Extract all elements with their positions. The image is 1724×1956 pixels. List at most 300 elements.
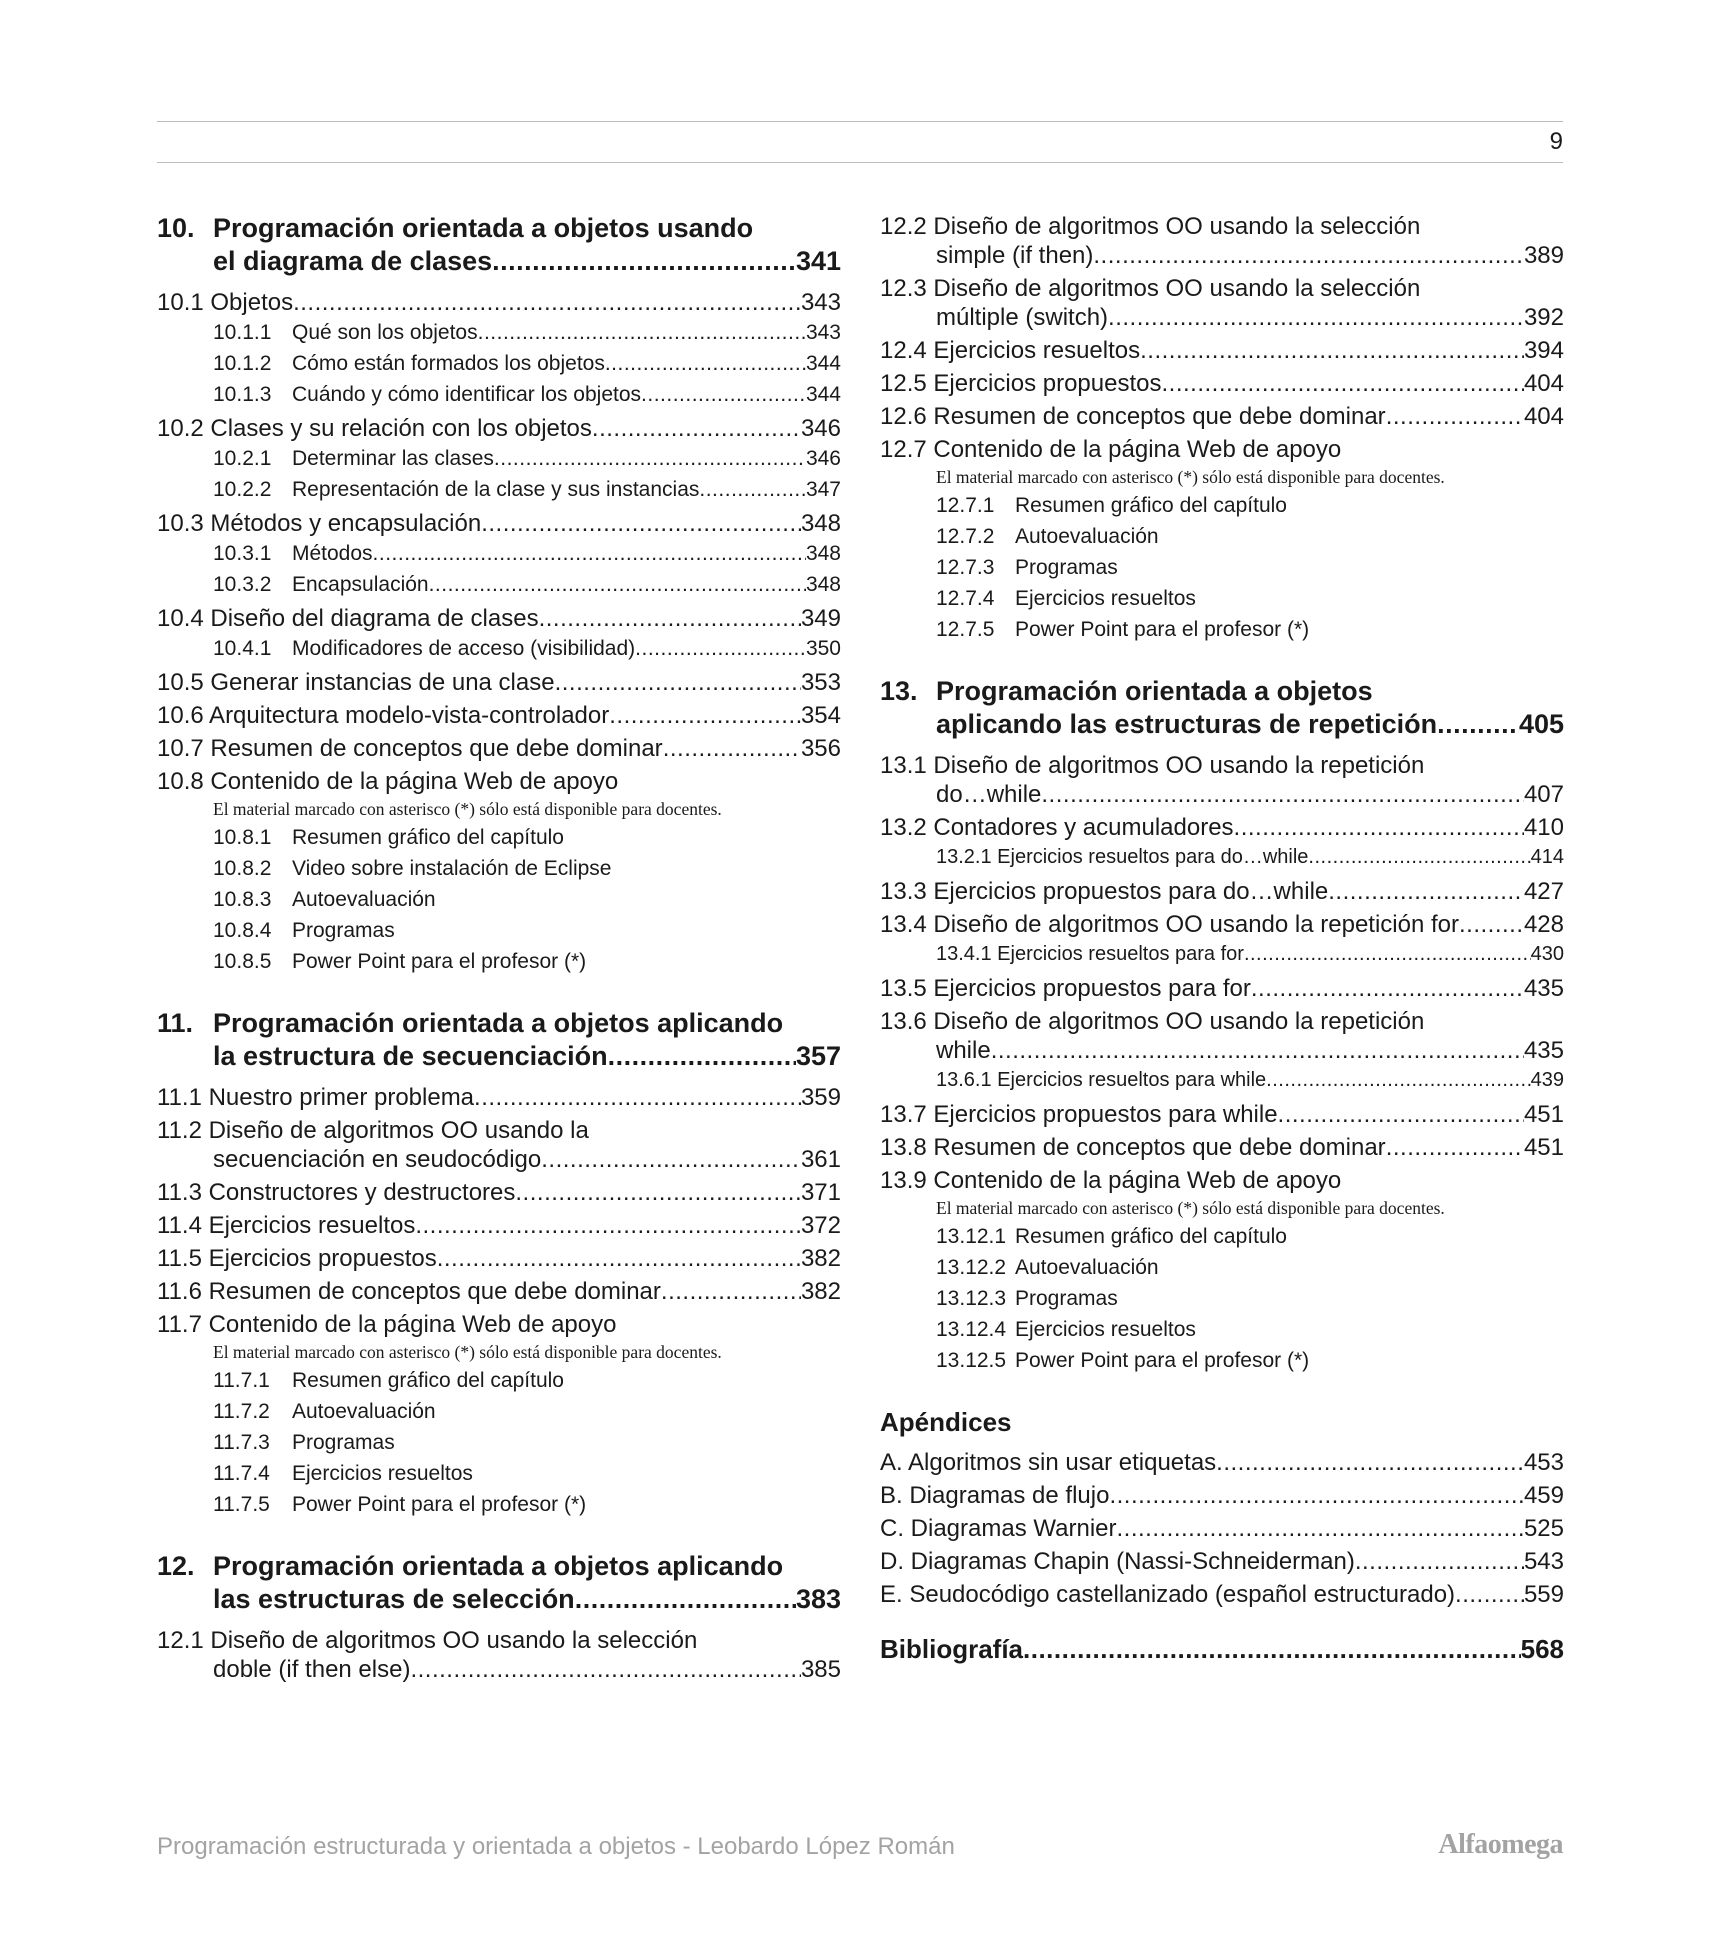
page-ref: 371 xyxy=(800,1179,841,1206)
toc-line xyxy=(157,701,841,730)
page-ref: 343 xyxy=(800,289,841,316)
toc-section[interactable] xyxy=(157,734,841,763)
appendix-item[interactable] xyxy=(880,1547,1564,1576)
page-ref: 341 xyxy=(795,246,841,276)
toc-subsection[interactable] xyxy=(213,569,841,600)
toc-line xyxy=(880,751,1564,780)
toc-line xyxy=(157,1244,841,1273)
dot-leader xyxy=(541,1145,801,1174)
toc-section[interactable] xyxy=(880,877,1564,906)
section-title: secuenciación en seudocódigo xyxy=(213,1146,542,1173)
web-resource-item[interactable] xyxy=(213,1396,841,1427)
subsection-label xyxy=(213,443,494,474)
spacer xyxy=(157,278,841,284)
dot-leader xyxy=(1266,1065,1530,1096)
spacer xyxy=(880,1438,1564,1444)
resource-number: 12.7.2 xyxy=(936,525,995,548)
toc-subsection[interactable] xyxy=(213,317,841,348)
chapter-heading-line xyxy=(880,675,1564,708)
page-ref: 344 xyxy=(805,383,841,406)
dot-leader xyxy=(1244,939,1531,970)
toc-subsection[interactable] xyxy=(936,842,1564,873)
page-ref: 430 xyxy=(1530,943,1564,965)
chapter-title: el diagrama de clases xyxy=(213,246,493,276)
toc-section[interactable] xyxy=(880,910,1564,939)
resource-number: 11.7.2 xyxy=(213,1400,270,1423)
web-resource-item[interactable] xyxy=(213,853,841,884)
page-ref: 451 xyxy=(1523,1101,1564,1128)
page-ref: 404 xyxy=(1523,403,1564,430)
chapter-heading-line xyxy=(213,245,841,278)
toc-line xyxy=(157,414,841,443)
chapter-heading[interactable] xyxy=(157,212,841,278)
section-title: while xyxy=(936,1037,991,1064)
page-ref: 385 xyxy=(800,1656,841,1683)
chapter-heading-line xyxy=(157,212,841,245)
resource-number: 10.8.5 xyxy=(213,950,272,973)
subsection-number: 10.1.2 xyxy=(213,352,272,375)
spacer xyxy=(157,1520,841,1550)
toc-section[interactable] xyxy=(880,1007,1564,1065)
resource-title: Video sobre instalación de Eclipse xyxy=(292,857,612,880)
resource-title: Ejercicios resueltos xyxy=(1015,1318,1196,1341)
subsection-number: 10.1.3 xyxy=(213,383,272,406)
section-title: 11.5 Ejercicios propuestos xyxy=(157,1245,437,1272)
dot-leader xyxy=(1308,842,1530,873)
page-ref: 372 xyxy=(800,1212,841,1239)
resource-title: Resumen gráfico del capítulo xyxy=(292,826,564,849)
dot-leader xyxy=(608,1040,796,1073)
appendices-heading: Apéndices xyxy=(880,1407,1012,1437)
section-title: 11.7 Contenido de la página Web de apoyo xyxy=(157,1311,617,1338)
appendix-title: C. Diagramas Warnier xyxy=(880,1515,1117,1542)
dot-leader xyxy=(1108,303,1524,332)
chapter-heading[interactable] xyxy=(157,1550,841,1616)
section-title: 11.2 Diseño de algoritmos OO usando la xyxy=(157,1117,589,1144)
toc-section[interactable] xyxy=(880,1133,1564,1162)
toc-section[interactable] xyxy=(157,414,841,443)
page-ref: 353 xyxy=(800,669,841,696)
page-ref: 439 xyxy=(1530,1069,1564,1091)
toc-section[interactable] xyxy=(157,1277,841,1306)
section-title: 11.1 Nuestro primer problema xyxy=(157,1084,475,1111)
subsection-label xyxy=(213,348,605,379)
dot-leader xyxy=(1140,336,1524,365)
toc-right-column xyxy=(880,212,1564,1665)
resource-title: Power Point para el profesor (*) xyxy=(1015,618,1310,641)
page-ref: 382 xyxy=(800,1278,841,1305)
chapter-title: aplicando las estructuras de repetición xyxy=(936,709,1438,739)
section-title: 10.5 Generar instancias de una clase xyxy=(157,669,555,696)
resource-title: Ejercicios resueltos xyxy=(1015,587,1196,610)
resource-title: Autoevaluación xyxy=(1015,525,1159,548)
subsection-label xyxy=(213,569,429,600)
chapter-title: la estructura de secuenciación xyxy=(213,1041,608,1071)
toc-subsection[interactable] xyxy=(213,474,841,505)
dot-leader xyxy=(1386,1133,1524,1162)
dot-leader xyxy=(1041,780,1524,809)
header-rule-bottom xyxy=(157,162,1563,163)
subsection-label xyxy=(213,317,478,348)
web-resource-item[interactable] xyxy=(213,884,841,915)
subsection-title: Representación de la clase y sus instancias xyxy=(292,478,700,501)
web-resource-item[interactable] xyxy=(936,552,1564,583)
dot-leader xyxy=(429,569,806,600)
chapter-title: Programación orientada a objetos usando xyxy=(213,213,754,243)
toc-section[interactable] xyxy=(157,1116,841,1174)
resource-number: 10.8.1 xyxy=(213,826,272,849)
section-title: 10.7 Resumen de conceptos que debe dominar xyxy=(157,735,663,762)
page-ref: 394 xyxy=(1523,337,1564,364)
subsection-title: Cuándo y cómo identificar los objetos xyxy=(292,383,642,406)
toc-left-column xyxy=(157,212,841,1684)
dot-leader xyxy=(1459,910,1524,939)
toc-section[interactable] xyxy=(880,974,1564,1003)
toc-line xyxy=(213,1655,841,1684)
toc-subsection[interactable] xyxy=(213,443,841,474)
resource-title: Resumen gráfico del capítulo xyxy=(1015,494,1287,517)
resource-title: Programas xyxy=(292,1431,395,1454)
web-resource-item[interactable] xyxy=(213,1489,841,1520)
dot-leader xyxy=(641,379,806,410)
toc-line xyxy=(936,303,1564,332)
dot-leader xyxy=(1234,813,1524,842)
web-resource-item[interactable] xyxy=(936,1314,1564,1345)
toc-line xyxy=(880,435,1564,464)
toc-line xyxy=(157,1116,841,1145)
page-ref: 392 xyxy=(1523,304,1564,331)
page-ref: 343 xyxy=(805,321,841,344)
subsection-label xyxy=(213,379,641,410)
toc-line xyxy=(880,1100,1564,1129)
toc-line xyxy=(880,813,1564,842)
resource-number: 12.7.1 xyxy=(936,494,995,517)
appendix-item[interactable] xyxy=(880,1448,1564,1477)
spacer xyxy=(880,1609,1564,1633)
page-ref: 383 xyxy=(795,1584,841,1614)
dot-leader xyxy=(663,734,801,763)
web-resource-item[interactable] xyxy=(936,614,1564,645)
dot-leader xyxy=(515,1178,801,1207)
dot-leader xyxy=(474,1083,801,1112)
page-ref: 451 xyxy=(1523,1134,1564,1161)
toc-section[interactable] xyxy=(157,1083,841,1112)
toc-line xyxy=(880,369,1564,398)
web-resource-item[interactable] xyxy=(213,946,841,977)
chapter-title: Programación orientada a objetos xyxy=(936,676,1373,706)
page-ref: 427 xyxy=(1523,878,1564,905)
page-ref: 348 xyxy=(800,510,841,537)
subsection-number: 10.2.1 xyxy=(213,447,272,470)
appendix-item[interactable] xyxy=(880,1514,1564,1543)
dot-leader xyxy=(1251,974,1524,1003)
toc-section[interactable] xyxy=(880,435,1564,464)
page-ref: 346 xyxy=(800,415,841,442)
toc-line xyxy=(157,288,841,317)
resource-number: 11.7.4 xyxy=(213,1462,270,1485)
page-ref: 382 xyxy=(800,1245,841,1272)
toc-line xyxy=(157,1277,841,1306)
toc-line xyxy=(880,974,1564,1003)
page-ref: 435 xyxy=(1523,975,1564,1002)
toc-line xyxy=(880,274,1564,303)
page-ref: 435 xyxy=(1523,1037,1564,1064)
toc-line xyxy=(936,780,1564,809)
subsection-title: 13.6.1 Ejercicios resueltos para while xyxy=(936,1069,1267,1091)
bibliography-entry[interactable] xyxy=(880,1633,1564,1665)
toc-subsection[interactable] xyxy=(213,538,841,569)
page-ref: 356 xyxy=(800,735,841,762)
resource-number: 13.12.3 xyxy=(936,1287,1007,1310)
subsection-title: Cómo están formados los objetos xyxy=(292,352,605,375)
appendix-item[interactable] xyxy=(880,1481,1564,1510)
toc-line xyxy=(157,1626,841,1655)
toc-section[interactable] xyxy=(157,288,841,317)
dot-leader xyxy=(539,604,801,633)
header-rule-top xyxy=(157,121,1563,122)
page-ref: 389 xyxy=(1523,242,1564,269)
dot-leader xyxy=(555,668,801,697)
dot-leader xyxy=(661,1277,801,1306)
section-title: 12.6 Resumen de conceptos que debe dominar xyxy=(880,403,1386,430)
section-title: do…while xyxy=(936,781,1042,808)
web-resource-item[interactable] xyxy=(936,1283,1564,1314)
toc-section[interactable] xyxy=(880,402,1564,431)
toc-line xyxy=(157,604,841,633)
toc-line xyxy=(157,1178,841,1207)
toc-line xyxy=(880,336,1564,365)
subsection-title: Métodos xyxy=(292,542,373,565)
section-title: 10.8 Contenido de la página Web de apoyo xyxy=(157,768,619,795)
page-ref: 348 xyxy=(805,542,841,565)
resource-number: 13.12.2 xyxy=(936,1256,1007,1279)
appendix-title: D. Diagramas Chapin (Nassi-Schneiderman) xyxy=(880,1548,1355,1575)
resource-title: Ejercicios resueltos xyxy=(292,1462,473,1485)
section-title: 10.6 Arquitectura modelo-vista-controlador xyxy=(157,702,610,729)
dot-leader xyxy=(1355,1547,1524,1576)
toc-line xyxy=(880,1166,1564,1195)
toc-section[interactable] xyxy=(157,668,841,697)
chapter-number: 10. xyxy=(157,213,195,243)
page-ref: 407 xyxy=(1523,781,1564,808)
toc-section[interactable] xyxy=(157,1310,841,1339)
page-ref: 525 xyxy=(1523,1515,1564,1542)
page-ref: 405 xyxy=(1518,709,1564,739)
chapter-number: 13. xyxy=(880,676,918,706)
dot-leader xyxy=(1023,1633,1521,1665)
toc-section[interactable] xyxy=(157,1211,841,1240)
toc-line xyxy=(157,1211,841,1240)
appendix-title: B. Diagramas de flujo xyxy=(880,1482,1110,1509)
section-title: 12.5 Ejercicios propuestos xyxy=(880,370,1162,397)
page-ref: 344 xyxy=(805,352,841,375)
page-ref: 348 xyxy=(805,573,841,596)
dot-leader xyxy=(492,245,796,278)
toc-section[interactable] xyxy=(880,813,1564,842)
subsection-title: 13.2.1 Ejercicios resueltos para do…while xyxy=(936,846,1309,868)
section-title: 10.3 Métodos y encapsulación xyxy=(157,510,482,537)
chapter-heading-line xyxy=(213,1583,841,1616)
page-ref: 349 xyxy=(800,605,841,632)
chapter-title: Programación orientada a objetos aplicando xyxy=(213,1551,784,1581)
subsection-title: 13.4.1 Ejercicios resueltos para for xyxy=(936,943,1244,965)
resource-title: Resumen gráfico del capítulo xyxy=(292,1369,564,1392)
dot-leader xyxy=(1216,1448,1524,1477)
chapter-heading[interactable] xyxy=(880,675,1564,741)
toc-section[interactable] xyxy=(880,274,1564,332)
dot-leader xyxy=(494,443,806,474)
toc-line xyxy=(936,241,1564,270)
spacer xyxy=(880,741,1564,747)
toc-section[interactable] xyxy=(880,751,1564,809)
section-title: 13.2 Contadores y acumuladores xyxy=(880,814,1234,841)
web-resource-item[interactable] xyxy=(213,915,841,946)
web-resource-item[interactable] xyxy=(936,583,1564,614)
web-resource-item[interactable] xyxy=(936,1345,1564,1376)
resource-number: 12.7.4 xyxy=(936,587,995,610)
subsection-title: Qué son los objetos xyxy=(292,321,478,344)
section-title: 13.4 Diseño de algoritmos OO usando la repetición for xyxy=(880,911,1459,938)
toc-subsection[interactable] xyxy=(936,939,1564,970)
page-ref: 410 xyxy=(1523,814,1564,841)
web-resource-item[interactable] xyxy=(213,1427,841,1458)
appendix-item[interactable] xyxy=(880,1580,1564,1609)
toc-line xyxy=(157,734,841,763)
dot-leader xyxy=(1093,241,1524,270)
docentes-note xyxy=(936,464,1564,490)
subsection-label xyxy=(213,633,635,664)
resource-number: 13.12.5 xyxy=(936,1349,1007,1372)
section-title: 13.9 Contenido de la página Web de apoyo xyxy=(880,1167,1342,1194)
subsection-number: 10.3.1 xyxy=(213,542,272,565)
section-title: 13.8 Resumen de conceptos que debe dominar xyxy=(880,1134,1386,1161)
web-resource-item[interactable] xyxy=(936,1221,1564,1252)
web-resource-item[interactable] xyxy=(936,490,1564,521)
page-ref: 453 xyxy=(1523,1449,1564,1476)
section-title: 13.3 Ejercicios propuestos para do…while xyxy=(880,878,1329,905)
toc-section[interactable] xyxy=(880,212,1564,270)
toc-section[interactable] xyxy=(157,1178,841,1207)
resource-number: 11.7.3 xyxy=(213,1431,270,1454)
docentes-note xyxy=(213,796,841,822)
resource-title: Programas xyxy=(1015,1287,1118,1310)
toc-section[interactable] xyxy=(157,509,841,538)
toc-subsection[interactable] xyxy=(213,348,841,379)
section-title: 13.1 Diseño de algoritmos OO usando la repetición xyxy=(880,752,1425,779)
page-ref: 404 xyxy=(1523,370,1564,397)
web-resource-item[interactable] xyxy=(213,1365,841,1396)
dot-leader xyxy=(1328,877,1524,906)
subsection-label xyxy=(213,538,373,569)
section-title: 11.4 Ejercicios resueltos xyxy=(157,1212,416,1239)
page-ref: 359 xyxy=(800,1084,841,1111)
chapter-heading-line xyxy=(157,1550,841,1583)
web-resource-item[interactable] xyxy=(213,822,841,853)
page-ref: 354 xyxy=(800,702,841,729)
web-resource-item[interactable] xyxy=(936,1252,1564,1283)
resource-title: Power Point para el profesor (*) xyxy=(1015,1349,1310,1372)
page-ref: 350 xyxy=(805,637,841,660)
toc-subsection[interactable] xyxy=(213,379,841,410)
web-resource-item[interactable] xyxy=(213,1458,841,1489)
page-ref: 414 xyxy=(1530,846,1564,868)
chapter-title: las estructuras de selección xyxy=(213,1584,575,1614)
dot-leader xyxy=(635,633,806,664)
note-text: El material marcado con asterisco (*) sólo está disponible para docentes. xyxy=(936,467,1445,487)
subsection-title: Encapsulación xyxy=(292,573,429,596)
chapter-heading-line xyxy=(936,708,1564,741)
toc-line xyxy=(880,1007,1564,1036)
appendix-title: A. Algoritmos sin usar etiquetas xyxy=(880,1449,1217,1476)
toc-line xyxy=(936,1036,1564,1065)
page-ref: 361 xyxy=(800,1146,841,1173)
dot-leader xyxy=(478,317,806,348)
toc-section[interactable] xyxy=(157,1244,841,1273)
subsection-number: 10.1.1 xyxy=(213,321,272,344)
page-ref: 559 xyxy=(1523,1581,1564,1608)
web-resource-item[interactable] xyxy=(936,521,1564,552)
dot-leader xyxy=(1437,708,1519,741)
section-title: 10.2 Clases y su relación con los objetos xyxy=(157,415,592,442)
resource-title: Autoevaluación xyxy=(1015,1256,1159,1279)
toc-section[interactable] xyxy=(880,1100,1564,1129)
toc-section[interactable] xyxy=(880,369,1564,398)
toc-section[interactable] xyxy=(157,604,841,633)
spacer xyxy=(880,1376,1564,1406)
dot-leader xyxy=(415,1211,801,1240)
toc-section[interactable] xyxy=(880,336,1564,365)
chapter-heading-line xyxy=(213,1040,841,1073)
chapter-number: 11. xyxy=(157,1008,194,1038)
toc-section[interactable] xyxy=(880,1166,1564,1195)
section-title: 12.1 Diseño de algoritmos OO usando la selección xyxy=(157,1627,698,1654)
section-title: simple (if then) xyxy=(936,242,1094,269)
subsection-number: 10.3.2 xyxy=(213,573,272,596)
section-title: 11.6 Resumen de conceptos que debe dominar xyxy=(157,1278,661,1305)
toc-line xyxy=(157,668,841,697)
bibliography-title: Bibliografía xyxy=(880,1634,1024,1664)
subsection-label xyxy=(213,474,699,505)
footer-book-title: Programación estructurada y orientada a objetos - Leobardo López Román xyxy=(157,1833,955,1860)
toc-subsection[interactable] xyxy=(213,633,841,664)
chapter-heading[interactable] xyxy=(157,1007,841,1073)
publisher-logo: Alfaomega xyxy=(1438,1829,1563,1860)
page-ref: 568 xyxy=(1520,1634,1564,1664)
toc-section[interactable] xyxy=(157,1626,841,1684)
toc-section[interactable] xyxy=(157,701,841,730)
subsection-title: Modificadores de acceso (visibilidad) xyxy=(292,637,636,660)
page-ref: 428 xyxy=(1523,911,1564,938)
toc-line xyxy=(157,1310,841,1339)
dot-leader xyxy=(481,509,801,538)
toc-line xyxy=(157,1083,841,1112)
resource-number: 12.7.5 xyxy=(936,618,995,641)
dot-leader xyxy=(605,348,806,379)
page-ref: 357 xyxy=(795,1041,841,1071)
section-title: 13.6 Diseño de algoritmos OO usando la repetición xyxy=(880,1008,1425,1035)
resource-number: 10.8.4 xyxy=(213,919,272,942)
resource-title: Programas xyxy=(1015,556,1118,579)
section-title: 10.1 Objetos xyxy=(157,289,294,316)
resource-number: 11.7.1 xyxy=(213,1369,270,1392)
section-title: 12.3 Diseño de algoritmos OO usando la selección xyxy=(880,275,1421,302)
toc-subsection[interactable] xyxy=(936,1065,1564,1096)
toc-line xyxy=(157,767,841,796)
toc-section[interactable] xyxy=(157,767,841,796)
resource-title: Power Point para el profesor (*) xyxy=(292,1493,587,1516)
section-title: 12.4 Ejercicios resueltos xyxy=(880,337,1141,364)
resource-title: Resumen gráfico del capítulo xyxy=(1015,1225,1287,1248)
